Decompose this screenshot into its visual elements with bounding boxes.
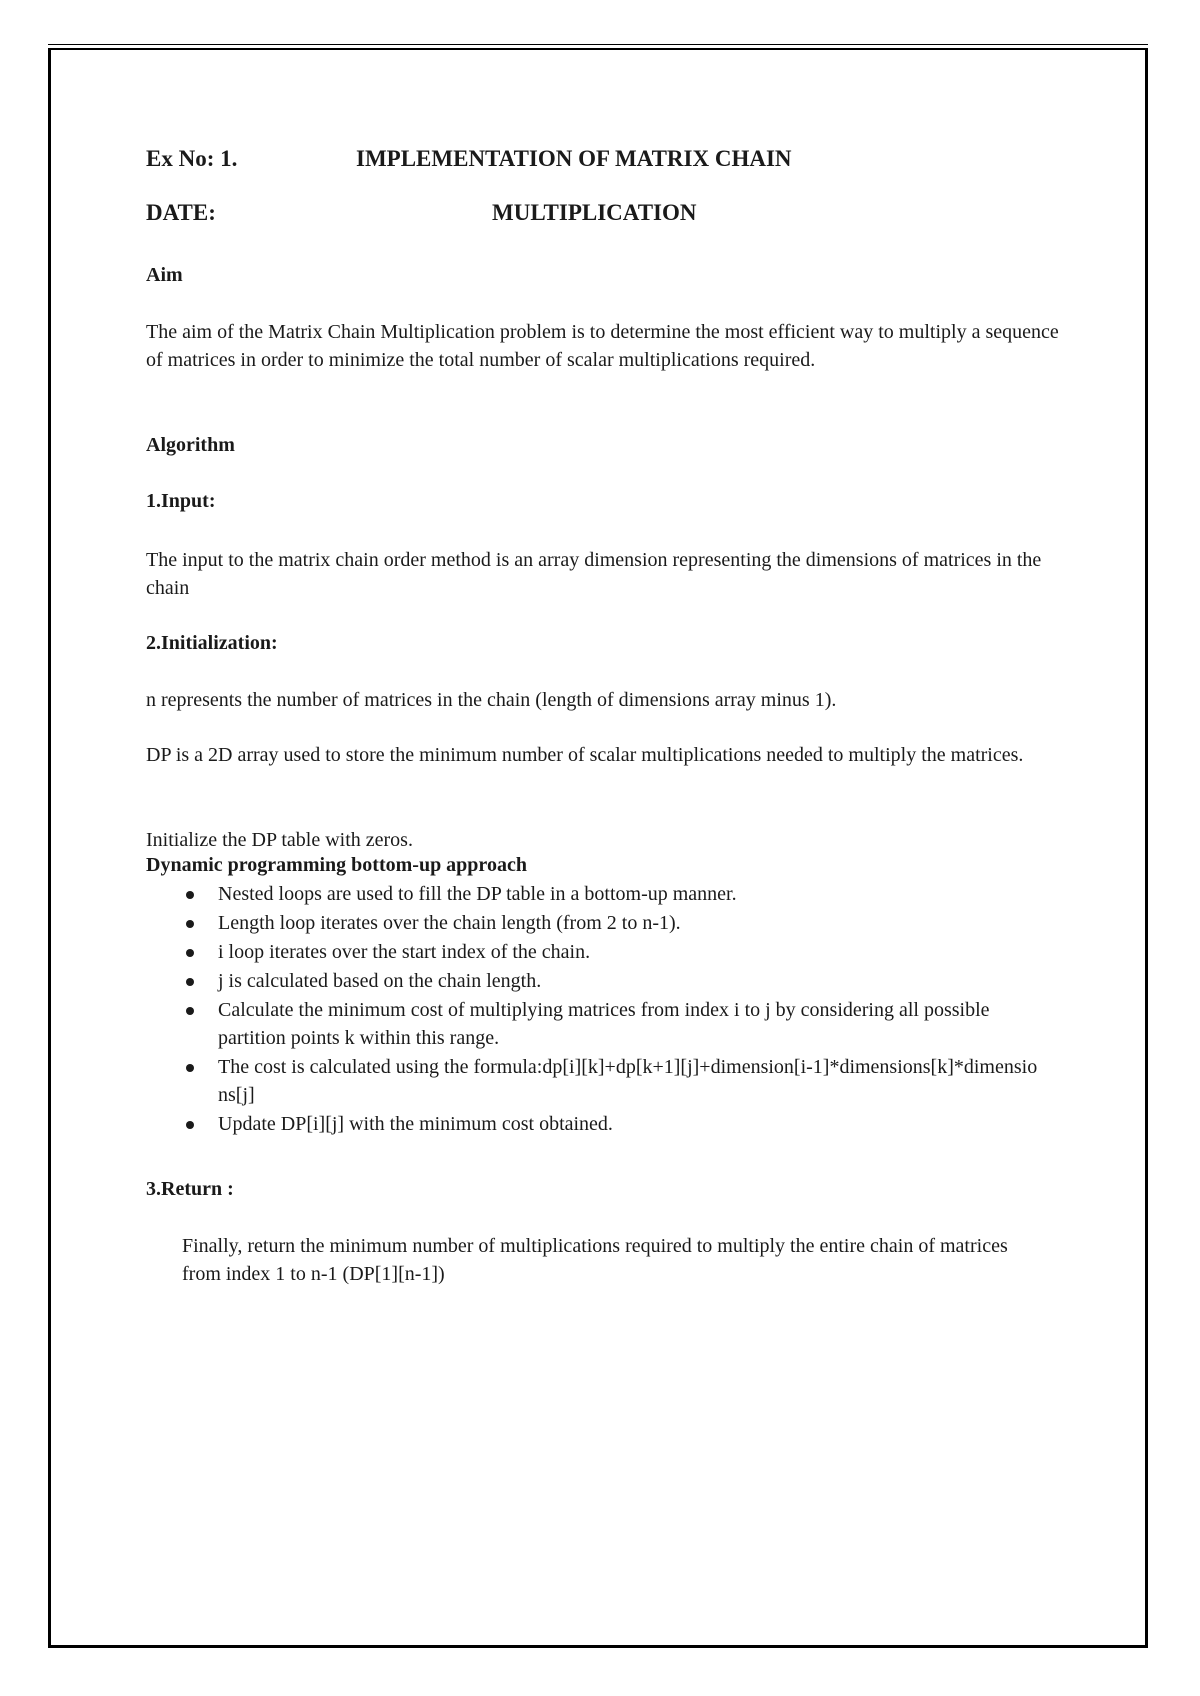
list-item: Nested loops are used to fill the DP table in a bottom-up manner. (146, 880, 1046, 908)
initialization-text-1: n represents the number of matrices in the chain (length of dimensions array minus 1). (146, 689, 837, 711)
initialization-text-2: DP is a 2D array used to store the minimum number of scalar multiplications needed to multiply the matrices. (146, 744, 1024, 766)
bullet-icon (186, 891, 194, 899)
title-line-2: MULTIPLICATION (492, 200, 697, 225)
aim-heading: Aim (146, 264, 183, 286)
list-item: i loop iterates over the start index of the chain. (146, 938, 1046, 966)
return-heading: 3.Return : (146, 1178, 234, 1200)
bullet-icon (186, 920, 194, 928)
list-item: The cost is calculated using the formula:dp[i][k]+dp[k+1][j]+dimension[i-1]*dimensions[k]*dimensions[j] (146, 1053, 1046, 1109)
list-item: Update DP[i][j] with the minimum cost obtained. (146, 1110, 1046, 1138)
return-text: Finally, return the minimum number of multiplications required to multiply the entire chain of matrices from index 1 to n-1 (DP[1][n-1]) (182, 1235, 1008, 1285)
dp-bullet-list (146, 880, 1046, 1139)
algorithm-heading: Algorithm (146, 434, 235, 456)
bullet-icon (186, 949, 194, 957)
list-item: Calculate the minimum cost of multiplying matrices from index i to j by considering all possible partition points k within this range. (146, 996, 1046, 1052)
input-text: The input to the matrix chain order method is an array dimension representing the dimensions of matrices in the chain (146, 549, 1042, 599)
list-item: Length loop iterates over the chain length (from 2 to n-1). (146, 909, 1046, 937)
initialization-heading: 2.Initialization: (146, 632, 278, 654)
dp-heading: Dynamic programming bottom-up approach (146, 854, 527, 876)
ex-no-label: Ex No: 1. (146, 146, 238, 171)
bullet-icon (186, 1121, 194, 1129)
bullet-icon (186, 1007, 194, 1015)
initialization-text-3: Initialize the DP table with zeros. (146, 829, 413, 851)
list-item: j is calculated based on the chain length. (146, 967, 1046, 995)
aim-text: The aim of the Matrix Chain Multiplication problem is to determine the most efficient way to multiply a sequence of matrices in order to minimize the total number of scalar multiplications required. (146, 321, 1059, 371)
date-label: DATE: (146, 200, 216, 225)
bullet-icon (186, 978, 194, 986)
title-line-1: IMPLEMENTATION OF MATRIX CHAIN (356, 146, 792, 171)
input-heading: 1.Input: (146, 490, 216, 512)
bullet-icon (186, 1064, 194, 1072)
